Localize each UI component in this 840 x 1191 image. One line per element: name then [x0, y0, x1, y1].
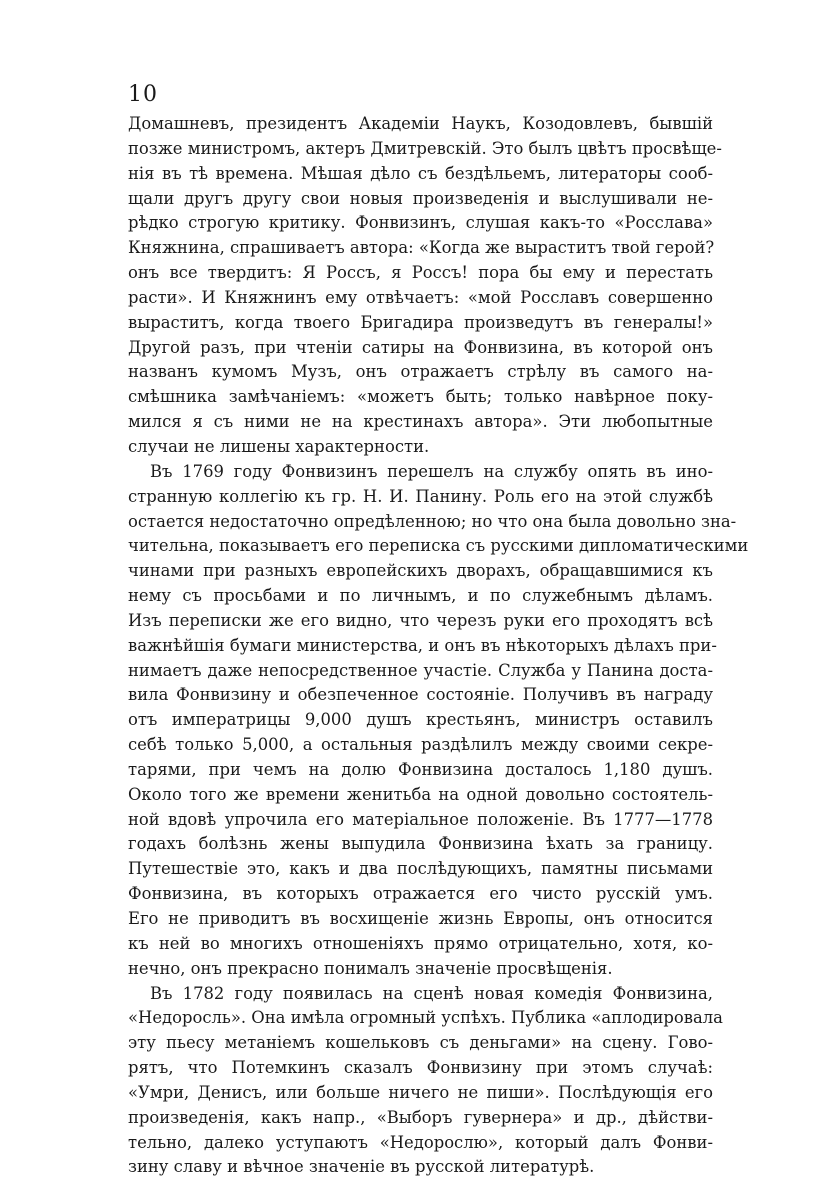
text-line: Изъ переписки же его видно, что черезъ руки его проходятъ всѣ — [128, 610, 713, 630]
body-text — [128, 112, 749, 1180]
text-line: Въ 1769 году Фонвизинъ перешелъ на службу опять въ ино- — [150, 461, 713, 481]
text-line: смѣшника замѣчаніемъ: «можетъ быть; только навѣрное поку- — [128, 387, 713, 407]
text-line: чинами при разныхъ европейскихъ дворахъ, обращавшимися къ — [128, 561, 713, 581]
text-line: нія въ тѣ времена. Мѣшая дѣло съ бездѣльемъ, литераторы сооб- — [128, 163, 713, 183]
text-line: онъ все твердитъ: Я Россъ, я Россъ! пора бы ему и перестать — [128, 263, 713, 283]
text-line: Въ 1782 году появилась на сценѣ новая комедія Фонвизина, — [150, 983, 713, 1003]
text-line: произведенія, какъ напр., «Выборъ гувернера» и др., дѣйстви- — [128, 1107, 713, 1127]
text-line: вила Фонвизину и обезпеченное состояніе. Получивъ въ награду — [128, 685, 713, 705]
text-line: Другой разъ, при чтеніи сатиры на Фонвизина, въ которой онъ — [128, 337, 713, 357]
paragraph-3 — [128, 982, 723, 1181]
text-line: нечно, онъ прекрасно понималъ значеніе просвѣщенія. — [128, 958, 613, 978]
text-line: остается недостаточно опредѣленною; но что она была довольно зна- — [128, 511, 737, 531]
text-line: нимаетъ даже непосредственное участіе. Служба у Панина доста- — [128, 660, 713, 680]
text-line: ной вдовѣ упрочила его матеріальное положеніе. Въ 1777—1778 — [128, 809, 713, 829]
text-line: тарями, при чемъ на долю Фонвизина досталось 1,180 душъ. — [128, 759, 713, 779]
paragraph-1 — [128, 112, 722, 460]
text-line: нему съ просьбами и по личнымъ, и по служебнымъ дѣламъ. — [128, 586, 713, 606]
text-line: годахъ болѣзнь жены выпудила Фонвизина ѣхать за границу. — [128, 834, 713, 854]
text-line: важнѣйшія бумаги министерства, и онъ въ нѣкоторыхъ дѣлахъ при- — [128, 635, 717, 655]
text-line: выраститъ, когда твоего Бригадира произведутъ въ генералы!» — [128, 312, 713, 332]
text-line: расти». И Княжнинъ ему отвѣчаетъ: «мой Росславъ совершенно — [128, 287, 713, 307]
text-line: тельно, далеко уступаютъ «Недорослю», который далъ Фонви- — [128, 1132, 713, 1152]
text-line: рятъ, что Потемкинъ сказалъ Фонвизину при этомъ случаѣ: — [128, 1058, 713, 1078]
paragraph-2 — [128, 460, 749, 982]
text-line: чительна, показываетъ его переписка съ русскими дипломатическими — [128, 536, 749, 556]
text-line: «Умри, Денисъ, или больше ничего не пиши». Послѣдующія его — [128, 1082, 713, 1102]
text-line: отъ императрицы 9,000 душъ крестьянъ, министръ оставилъ — [128, 710, 713, 730]
text-line: къ ней во многихъ отношеніяхъ прямо отрицательно, хотя, ко- — [128, 933, 713, 953]
text-line: мился я съ ними не на крестинахъ автора». Эти любопытные — [128, 412, 713, 432]
text-line: Фонвизина, въ которыхъ отражается его чисто русскій умъ. — [128, 884, 713, 904]
text-line: названъ кумомъ Музъ, онъ отражаетъ стрѣлу въ самого на- — [128, 362, 713, 382]
text-line: Его не приводитъ въ восхищеніе жизнь Европы, онъ относится — [128, 909, 713, 928]
text-line: Домашневъ, президентъ Академіи Наукъ, Козодовлевъ, бывшій — [128, 114, 713, 133]
page-number: 10 — [128, 82, 158, 107]
text-line: рѣдко строгую критику. Фонвизинъ, слушая какъ-то «Росслава» — [128, 213, 713, 233]
text-line: случаи не лишены характерности. — [128, 436, 430, 456]
text-line: позже министромъ, актеръ Дмитревскій. Это былъ цвѣтъ просвѣще- — [128, 138, 722, 158]
text-line: странную коллегію къ гр. Н. И. Панину. Роль его на этой службѣ — [128, 486, 713, 506]
text-line: Княжнина, спрашиваетъ автора: «Когда же выраститъ твой герой? — [128, 238, 715, 258]
text-line: Путешествіе это, какъ и два послѣдующихъ, памятны письмами — [128, 859, 713, 879]
text-line: «Недоросль». Она имѣла огромный успѣхъ. Публика «аплодировала — [128, 1008, 723, 1028]
text-line: себѣ только 5,000, а остальныя раздѣлилъ между своими секре- — [128, 735, 713, 755]
text-line: Около того же времени женитьба на одной довольно состоятель- — [128, 784, 713, 804]
text-line: щали другъ другу свои новыя произведенія и выслушивали не- — [128, 188, 713, 208]
text-line: зину славу и вѣчное значеніе въ русской литературѣ. — [128, 1157, 595, 1177]
text-line: эту пьесу метаніемъ кошельковъ съ деньгами» на сцену. Гово- — [128, 1033, 713, 1053]
